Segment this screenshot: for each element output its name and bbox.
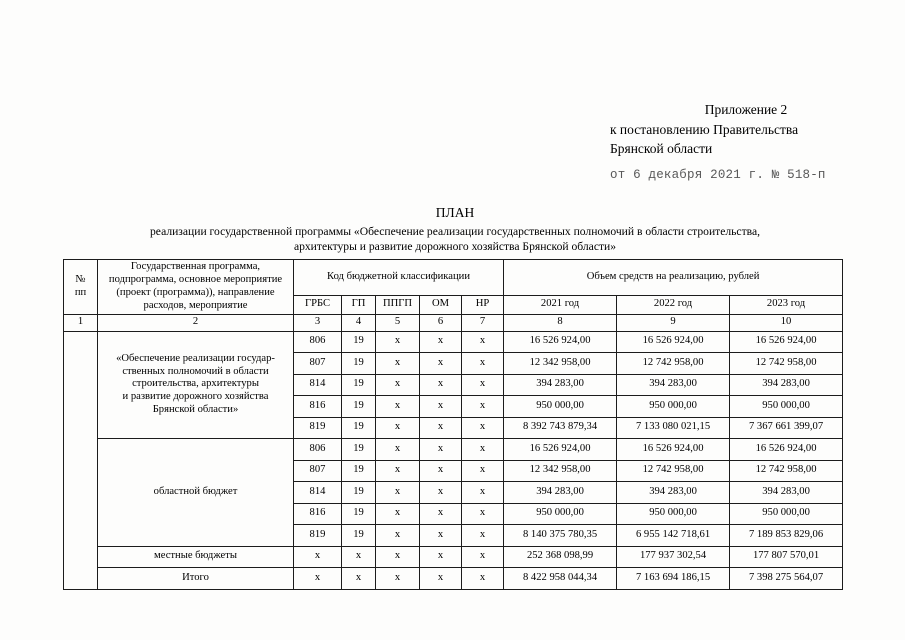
cell-om: х xyxy=(420,353,462,375)
cell-year-2022: 394 283,00 xyxy=(617,482,730,504)
cell-year-2022: 16 526 924,00 xyxy=(617,439,730,461)
cell-gp: 19 xyxy=(342,503,376,525)
cell-year-2021: 8 422 958 044,34 xyxy=(504,568,617,590)
cell-ppgp: х xyxy=(376,503,420,525)
cell-year-2023: 394 283,00 xyxy=(730,374,843,396)
cell-year-2021: 12 342 958,00 xyxy=(504,353,617,375)
cell-year-2023: 16 526 924,00 xyxy=(730,439,843,461)
cell-year-2021: 252 368 098,99 xyxy=(504,546,617,568)
plan-table-container xyxy=(63,259,842,590)
colnum-1: 1 xyxy=(64,314,98,331)
cell-year-2023: 950 000,00 xyxy=(730,503,843,525)
cell-year-2023: 16 526 924,00 xyxy=(730,331,843,353)
cell-hp: х xyxy=(462,353,504,375)
cell-hp: х xyxy=(462,525,504,547)
appendix-reference-line-2: Брянской области xyxy=(610,141,713,157)
cell-year-2023: 394 283,00 xyxy=(730,482,843,504)
header-cell-ppgp: ППГП xyxy=(376,295,420,314)
cell-om: х xyxy=(420,460,462,482)
cell-year-2023: 12 742 958,00 xyxy=(730,353,843,375)
appendix-number: Приложение 2 xyxy=(704,102,788,117)
colnum-7: 7 xyxy=(462,314,504,331)
cell-year-2021: 950 000,00 xyxy=(504,503,617,525)
cell-hp: х xyxy=(462,374,504,396)
header-program-line2: подпрограмма, основное мероприятие xyxy=(108,273,283,285)
header-cell-gp: ГП xyxy=(342,295,376,314)
cell-year-2023: 177 807 570,01 xyxy=(730,546,843,568)
row-number-blank xyxy=(64,331,98,589)
cell-hp: х xyxy=(462,396,504,418)
cell-year-2021: 8 140 375 780,35 xyxy=(504,525,617,547)
header-cell-om: ОМ xyxy=(420,295,462,314)
appendix-header xyxy=(610,100,890,184)
colnum-8: 8 xyxy=(504,314,617,331)
cell-year-2022: 12 742 958,00 xyxy=(617,353,730,375)
cell-grbs: 807 xyxy=(294,460,342,482)
cell-om: х xyxy=(420,439,462,461)
cell-hp: х xyxy=(462,568,504,590)
page-title: ПЛАН xyxy=(435,205,475,220)
cell-grbs: 819 xyxy=(294,417,342,439)
cell-om: х xyxy=(420,525,462,547)
cell-hp: х xyxy=(462,331,504,353)
cell-year-2022: 7 133 080 021,15 xyxy=(617,417,730,439)
cell-year-2023: 7 398 275 564,07 xyxy=(730,568,843,590)
cell-year-2023: 7 189 853 829,06 xyxy=(730,525,843,547)
cell-year-2023: 7 367 661 399,07 xyxy=(730,417,843,439)
cell-om: х xyxy=(420,546,462,568)
program-line-1: «Обеспечение реализации государ- xyxy=(116,352,275,364)
cell-ppgp: х xyxy=(376,353,420,375)
table-row xyxy=(64,331,843,353)
total-label-cell: Итого xyxy=(98,568,294,590)
cell-gp: х xyxy=(342,568,376,590)
header-cell-budget-code: Код бюджетной классификации xyxy=(294,260,504,296)
cell-year-2021: 16 526 924,00 xyxy=(504,439,617,461)
colnum-5: 5 xyxy=(376,314,420,331)
colnum-4: 4 xyxy=(342,314,376,331)
cell-gp: 19 xyxy=(342,396,376,418)
cell-hp: х xyxy=(462,439,504,461)
cell-year-2022: 394 283,00 xyxy=(617,374,730,396)
colnum-6: 6 xyxy=(420,314,462,331)
cell-hp: х xyxy=(462,546,504,568)
page-subtitle-line-1: реализации государственной программы «Обеспечение реализации государственных полномочий в области строительства, xyxy=(149,225,761,238)
cell-year-2023: 950 000,00 xyxy=(730,396,843,418)
cell-ppgp: х xyxy=(376,331,420,353)
header-cell-hp: НР xyxy=(462,295,504,314)
cell-grbs: 807 xyxy=(294,353,342,375)
cell-ppgp: х xyxy=(376,417,420,439)
header-cell-year-2022: 2022 год xyxy=(617,295,730,314)
cell-grbs: 806 xyxy=(294,439,342,461)
cell-gp: 19 xyxy=(342,439,376,461)
header-cell-year-2021: 2021 год xyxy=(504,295,617,314)
cell-om: х xyxy=(420,503,462,525)
table-row xyxy=(64,439,843,461)
cell-ppgp: х xyxy=(376,374,420,396)
cell-grbs: 814 xyxy=(294,482,342,504)
cell-grbs: 819 xyxy=(294,525,342,547)
cell-gp: 19 xyxy=(342,374,376,396)
cell-year-2023: 12 742 958,00 xyxy=(730,460,843,482)
cell-year-2021: 394 283,00 xyxy=(504,374,617,396)
cell-gp: 19 xyxy=(342,482,376,504)
header-number-line1: № xyxy=(75,273,86,285)
header-number-line2: пп xyxy=(74,286,87,298)
cell-year-2021: 950 000,00 xyxy=(504,396,617,418)
cell-year-2022: 950 000,00 xyxy=(617,396,730,418)
cell-om: х xyxy=(420,374,462,396)
cell-ppgp: х xyxy=(376,525,420,547)
colnum-9: 9 xyxy=(617,314,730,331)
table-header-row-main xyxy=(64,260,843,296)
cell-ppgp: х xyxy=(376,439,420,461)
cell-gp: 19 xyxy=(342,331,376,353)
document-title-block xyxy=(60,205,850,255)
cell-year-2022: 16 526 924,00 xyxy=(617,331,730,353)
cell-gp: 19 xyxy=(342,353,376,375)
header-cell-program xyxy=(98,260,294,315)
local-budgets-label-cell: местные бюджеты xyxy=(98,546,294,568)
program-name-cell xyxy=(98,331,294,439)
regional-budget-label-cell: областной бюджет xyxy=(98,439,294,547)
page-subtitle-line-2: архитектуры и развитие дорожного хозяйства Брянской области» xyxy=(293,240,617,254)
header-cell-volume: Объем средств на реализацию, рублей xyxy=(504,260,843,296)
header-program-line4: расходов, мероприятие xyxy=(143,299,248,311)
cell-year-2021: 12 342 958,00 xyxy=(504,460,617,482)
program-line-3: строительства, архитектуры xyxy=(132,378,259,390)
cell-hp: х xyxy=(462,460,504,482)
header-cell-year-2023: 2023 год xyxy=(730,295,843,314)
program-line-5: Брянской области» xyxy=(152,404,239,416)
cell-hp: х xyxy=(462,503,504,525)
header-program-line1: Государственная программа, xyxy=(130,261,261,272)
cell-om: х xyxy=(420,331,462,353)
cell-year-2021: 16 526 924,00 xyxy=(504,331,617,353)
cell-year-2022: 950 000,00 xyxy=(617,503,730,525)
table-row xyxy=(64,546,843,568)
cell-om: х xyxy=(420,482,462,504)
plan-table xyxy=(63,259,843,590)
cell-grbs: х xyxy=(294,568,342,590)
table-row-total xyxy=(64,568,843,590)
cell-year-2022: 7 163 694 186,15 xyxy=(617,568,730,590)
cell-gp: 19 xyxy=(342,460,376,482)
cell-year-2022: 177 937 302,54 xyxy=(617,546,730,568)
appendix-date-number-stamp: от 6 декабря 2021 г. № 518-п xyxy=(610,167,826,182)
cell-year-2022: 6 955 142 718,61 xyxy=(617,525,730,547)
cell-ppgp: х xyxy=(376,568,420,590)
header-cell-number xyxy=(64,260,98,315)
cell-ppgp: х xyxy=(376,460,420,482)
cell-hp: х xyxy=(462,417,504,439)
cell-year-2021: 8 392 743 879,34 xyxy=(504,417,617,439)
program-line-4: и развитие дорожного хозяйства xyxy=(122,391,269,403)
cell-hp: х xyxy=(462,482,504,504)
cell-om: х xyxy=(420,417,462,439)
colnum-2: 2 xyxy=(98,314,294,331)
colnum-10: 10 xyxy=(730,314,843,331)
appendix-reference-line-1: к постановлению Правительства xyxy=(610,121,799,137)
cell-gp: 19 xyxy=(342,525,376,547)
program-line-2: ственных полномочий в области xyxy=(122,365,269,377)
cell-grbs: х xyxy=(294,546,342,568)
cell-om: х xyxy=(420,396,462,418)
table-header-row-numbering xyxy=(64,314,843,331)
header-program-line3: (проект (программа)), направление xyxy=(116,286,275,298)
cell-ppgp: х xyxy=(376,482,420,504)
cell-year-2021: 394 283,00 xyxy=(504,482,617,504)
cell-om: х xyxy=(420,568,462,590)
cell-gp: 19 xyxy=(342,417,376,439)
cell-grbs: 816 xyxy=(294,503,342,525)
cell-grbs: 806 xyxy=(294,331,342,353)
cell-ppgp: х xyxy=(376,546,420,568)
cell-grbs: 814 xyxy=(294,374,342,396)
cell-gp: х xyxy=(342,546,376,568)
cell-grbs: 816 xyxy=(294,396,342,418)
header-cell-grbs: ГРБС xyxy=(294,295,342,314)
cell-year-2022: 12 742 958,00 xyxy=(617,460,730,482)
colnum-3: 3 xyxy=(294,314,342,331)
cell-ppgp: х xyxy=(376,396,420,418)
